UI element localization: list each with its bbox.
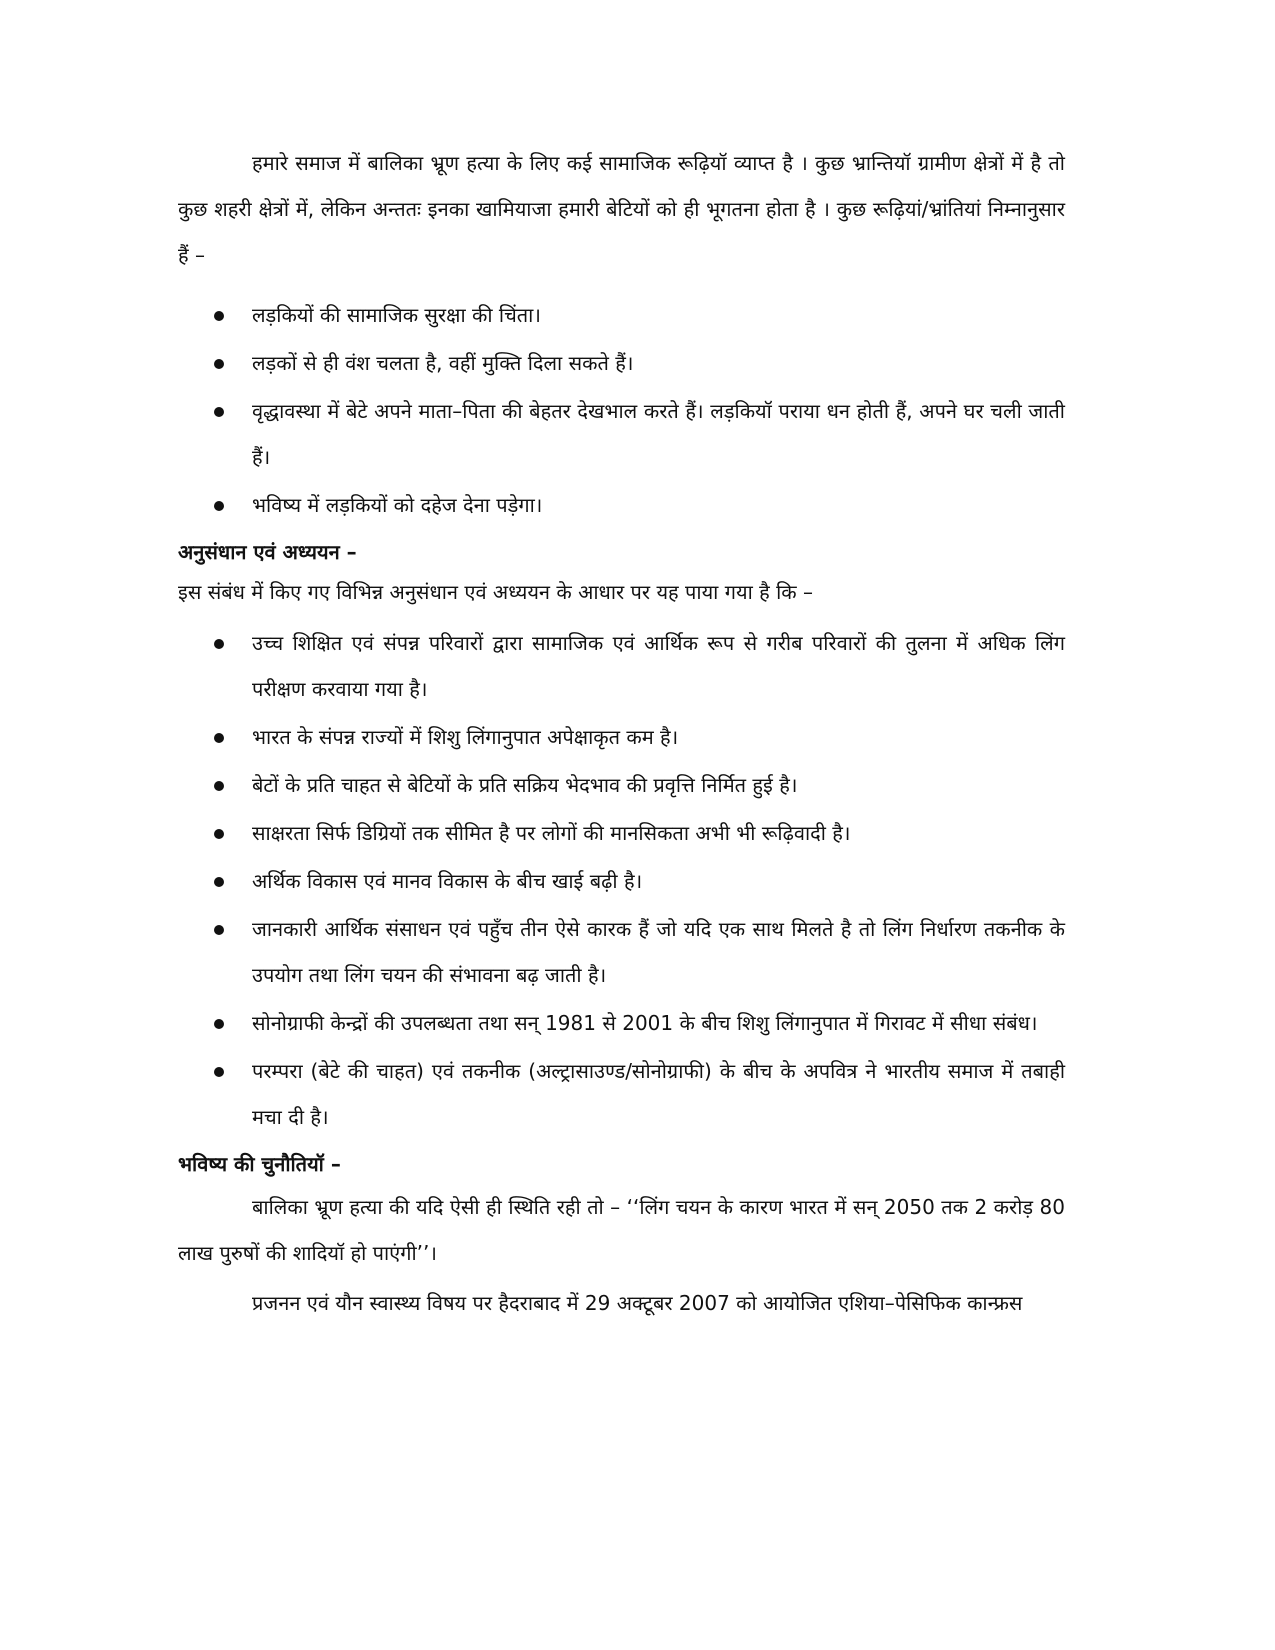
bullet-icon [214, 639, 224, 649]
list-item-text: बेटों के प्रति चाहत से बेटियों के प्रति सक्रिय भेदभाव की प्रवृत्ति निर्मित हुई है। [252, 773, 798, 797]
list-item [178, 388, 1065, 480]
list-item [178, 858, 1065, 904]
list-item [178, 714, 1065, 760]
bullet-icon [214, 925, 224, 935]
bullet-icon [214, 1067, 224, 1077]
bullet-icon [214, 311, 224, 321]
list-item [178, 292, 1065, 338]
list-item-text: लड़कों से ही वंश चलता है, वहीं मुक्ति दिला सकते हैं। [252, 351, 634, 375]
myths-list [178, 292, 1065, 528]
research-intro: इस संबंध में किए गए विभिन्न अनुसंधान एवं अध्ययन के आधार पर यह पाया गया है कि – [178, 580, 813, 604]
list-item-text: परम्परा (बेटे की चाहत) एवं तकनीक (अल्ट्रासाउण्ड/सोनोग्राफी) के बीच के अपवित्र ने भारतीय समाज में तबाही मचा दी है। [252, 1059, 1065, 1129]
list-item-text: उच्च शिक्षित एवं संपन्न परिवारों द्वारा सामाजिक एवं आर्थिक रूप से गरीब परिवारों की तुलना में अधिक लिंग परीक्षण करवाया गया है। [252, 631, 1065, 701]
bullet-icon [214, 1019, 224, 1029]
list-item-text: जानकारी आर्थिक संसाधन एवं पहुँच तीन ऐसे कारक हैं जो यदि एक साथ मिलते है तो लिंग निर्धारण तकनीक के उपयोग तथा लिंग चयन की संभावना बढ़ जाती है। [252, 917, 1065, 987]
list-item [178, 482, 1065, 528]
conference-paragraph: प्रजनन एवं यौन स्वास्थ्य विषय पर हैदराबाद में 29 अक्टूबर 2007 को आयोजित एशिया–पेसिफिक कान्फ्रस [252, 1291, 1023, 1315]
bullet-icon [214, 877, 224, 887]
findings-list [178, 620, 1065, 1140]
bullet-icon [214, 781, 224, 791]
bullet-icon [214, 733, 224, 743]
list-item [178, 1048, 1065, 1140]
bullet-icon [214, 407, 224, 417]
list-item-text: साक्षरता सिर्फ डिग्रियों तक सीमित है पर लोगों की मानसिकता अभी भी रूढ़िवादी है। [252, 821, 851, 845]
list-item-text: भारत के संपन्न राज्यों में शिशु लिंगानुपात अपेक्षाकृत कम है। [252, 725, 679, 749]
list-item [178, 620, 1065, 712]
list-item [178, 762, 1065, 808]
list-item-text: भविष्य में लड़कियों को दहेज देना पड़ेगा। [252, 493, 543, 517]
bullet-icon [214, 359, 224, 369]
list-item [178, 810, 1065, 856]
list-item-text: वृद्धावस्था में बेटे अपने माता–पिता की बेहतर देखभाल करते हैं। लड़कियॉ पराया धन होती हैं, अपने घर चली जाती हैं। [252, 399, 1065, 469]
bullet-icon [214, 501, 224, 511]
list-item-text: अर्थिक विकास एवं मानव विकास के बीच खाई बढ़ी है। [252, 869, 643, 893]
future-paragraph: बालिका भ्रूण हत्या की यदि ऐसी ही स्थिति रही तो – ‘‘लिंग चयन के कारण भारत में सन् 2050 तक 2 करोड़ 80 लाख पुरुषों की शादियॉ हो पाएंगी’’। [178, 1195, 1065, 1265]
list-item [178, 906, 1065, 998]
list-item-text: सोनोग्राफी केन्द्रों की उपलब्धता तथा सन् 1981 से 2001 के बीच शिशु लिंगानुपात में गिरावट में सीधा संबंध। [252, 1011, 1038, 1035]
future-heading: भविष्य की चुनौतियॉ – [178, 1152, 341, 1176]
bullet-icon [214, 829, 224, 839]
intro-paragraph: हमारे समाज में बालिका भ्रूण हत्या के लिए कई सामाजिक रूढ़ियॉ व्याप्त है । कुछ भ्रान्तियॉ ग्रामीण क्षेत्रों में है तो कुछ शहरी क्षेत्रों में, लेकिन अन्ततः इनका खामियाजा हमारी बेटियों को ही भूगतना होता है । कुछ रूढ़ियां/भ्रांतियां निम्नानुसार हैं – [178, 151, 1065, 267]
list-item [178, 1000, 1065, 1046]
list-item-text: लड़कियों की सामाजिक सुरक्षा की चिंता। [252, 303, 541, 327]
research-heading: अनुसंधान एवं अध्ययन – [178, 540, 357, 564]
list-item [178, 340, 1065, 386]
